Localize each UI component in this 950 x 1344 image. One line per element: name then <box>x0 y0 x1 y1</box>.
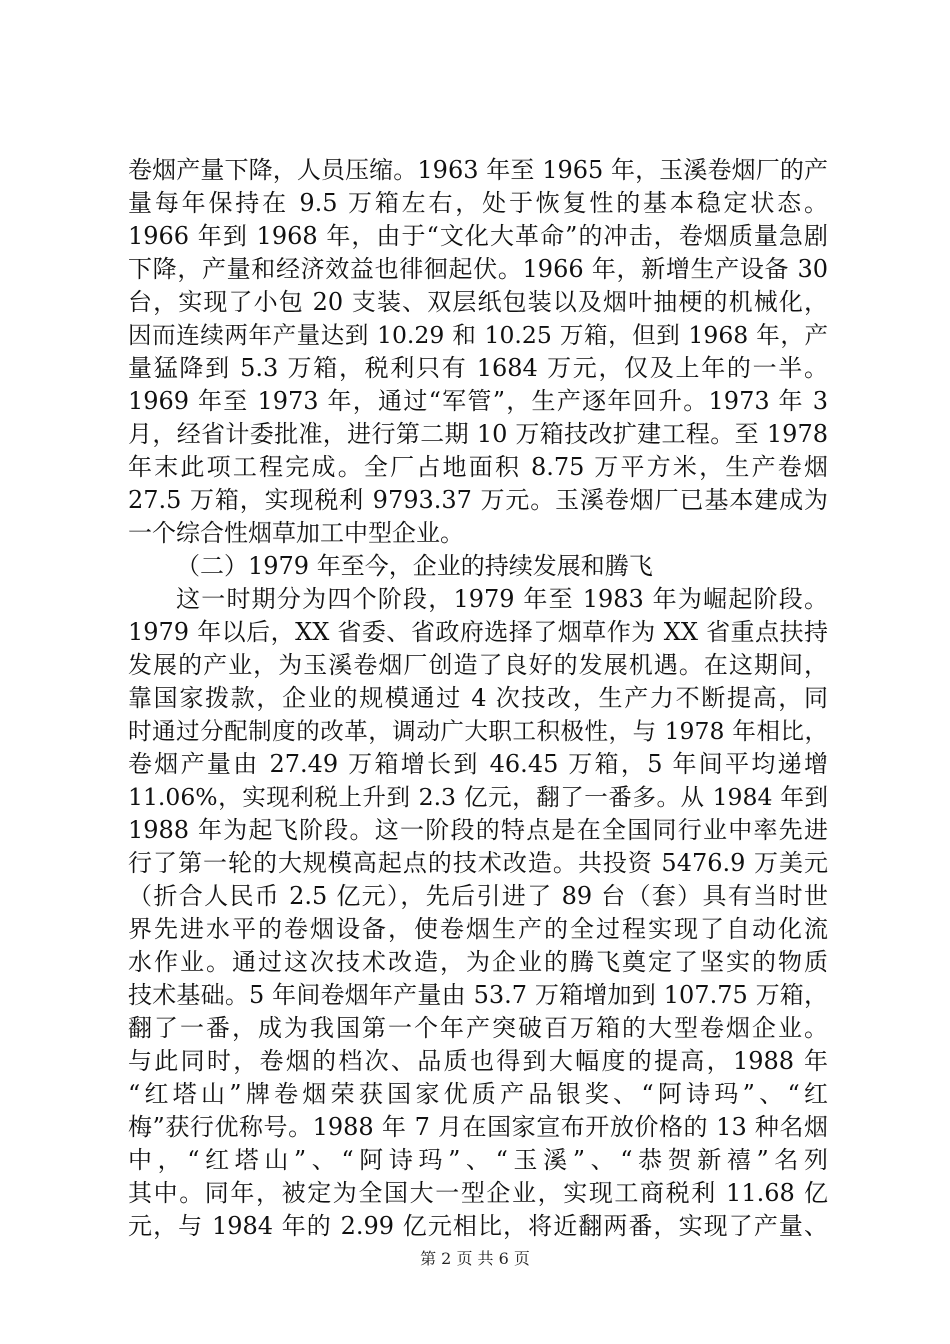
page-number-footer: 第 2 页 共 6 页 <box>420 1249 530 1268</box>
text-line: 月，经省计委批准，进行第二期 10 万箱技改扩建工程。至 1978 <box>128 420 828 448</box>
paragraph-first-line: 这一时期分为四个阶段，1979 年至 1983 年为崛起阶段。 <box>176 585 828 613</box>
text-line: 1969 年至 1973 年，通过“军管”，生产逐年回升。1973 年 3 <box>128 387 828 415</box>
document-body <box>128 154 828 1243</box>
text-line: 一个综合性烟草加工中型企业。 <box>128 519 464 547</box>
text-line: 时通过分配制度的改革，调动广大职工积极性，与 1978 年相比， <box>128 717 828 745</box>
text-line: 发展的产业，为玉溪卷烟厂创造了良好的发展机遇。在这期间， <box>128 651 828 679</box>
text-line: 量每年保持在 9.5 万箱左右，处于恢复性的基本稳定状态。 <box>128 189 828 217</box>
text-line: 其中。同年，被定为全国大一型企业，实现工商税利 11.68 亿 <box>128 1179 828 1207</box>
text-line: 界先进水平的卷烟设备，使卷烟生产的全过程实现了自动化流 <box>128 915 828 943</box>
text-line: 元，与 1984 年的 2.99 亿元相比，将近翻两番，实现了产量、 <box>128 1212 828 1240</box>
text-line: 1979 年以后，XX 省委、省政府选择了烟草作为 XX 省重点扶持 <box>128 618 828 646</box>
text-line: 11.06%，实现利税上升到 2.3 亿元，翻了一番多。从 1984 年到 <box>128 783 828 811</box>
text-line: 靠国家拨款，企业的规模通过 4 次技改，生产力不断提高，同 <box>128 684 828 712</box>
text-line: 中，“红塔山”、“阿诗玛”、“玉溪”、“恭贺新禧”名列 <box>128 1146 828 1174</box>
text-line: “红塔山”牌卷烟荣获国家优质产品银奖、“阿诗玛”、“红 <box>128 1080 828 1108</box>
section-heading: （二）1979 年至今，企业的持续发展和腾飞 <box>176 552 653 580</box>
text-line: 翻了一番，成为我国第一个年产突破百万箱的大型卷烟企业。 <box>128 1014 828 1042</box>
text-line: （折合人民币 2.5 亿元），先后引进了 89 台（套）具有当时世 <box>128 882 828 910</box>
text-line: 量猛降到 5.3 万箱，税利只有 1684 万元，仅及上年的一半。 <box>128 354 828 382</box>
text-line: 卷烟产量由 27.49 万箱增长到 46.45 万箱，5 年间平均递增 <box>128 750 828 778</box>
text-line: 与此同时，卷烟的档次、品质也得到大幅度的提高，1988 年 <box>128 1047 828 1075</box>
text-line: 年末此项工程完成。全厂占地面积 8.75 万平方米，生产卷烟 <box>128 453 828 481</box>
text-line: 台，实现了小包 20 支装、双层纸包装以及烟叶抽梗的机械化， <box>128 288 828 316</box>
text-line: 下降，产量和经济效益也徘徊起伏。1966 年，新增生产设备 30 <box>128 255 828 283</box>
text-line: 1966 年到 1968 年，由于“文化大革命”的冲击，卷烟质量急剧 <box>128 222 828 250</box>
text-line: 行了第一轮的大规模高起点的技术改造。共投资 5476.9 万美元 <box>128 849 828 877</box>
text-line: 卷烟产量下降，人员压缩。1963 年至 1965 年，玉溪卷烟厂的产 <box>128 156 828 184</box>
text-line: 27.5 万箱，实现税利 9793.37 万元。玉溪卷烟厂已基本建成为 <box>128 486 828 514</box>
text-line: 1988 年为起飞阶段。这一阶段的特点是在全国同行业中率先进 <box>128 816 828 844</box>
text-line: 梅”获行优称号。1988 年 7 月在国家宣布开放价格的 13 种名烟 <box>128 1113 828 1141</box>
text-line: 技术基础。5 年间卷烟年产量由 53.7 万箱增加到 107.75 万箱， <box>128 981 828 1009</box>
text-line: 因而连续两年产量达到 10.29 和 10.25 万箱，但到 1968 年，产 <box>128 321 828 349</box>
text-line: 水作业。通过这次技术改造，为企业的腾飞奠定了坚实的物质 <box>128 948 828 976</box>
